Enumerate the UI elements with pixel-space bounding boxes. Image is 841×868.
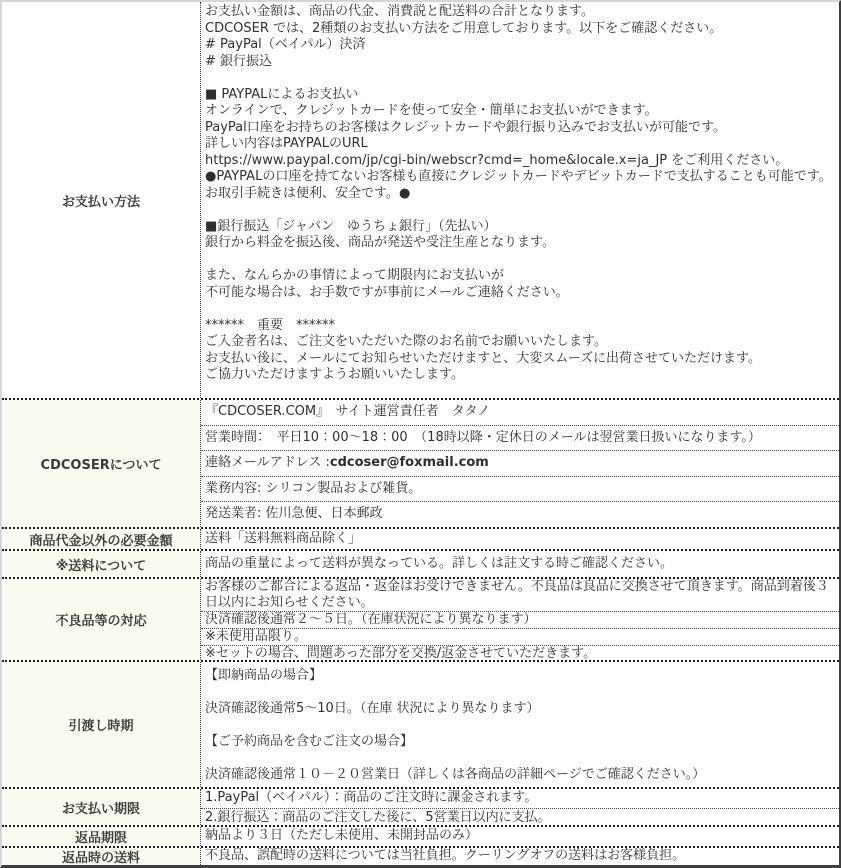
payment-deadline-item: 2.銀行振込：商品のご注文した後に、5営業日以内に支払。 — [201, 808, 839, 826]
row-defect-policy — [2, 577, 839, 660]
text-line: また、なんらかの事情によって期限内にお支払いが — [205, 268, 505, 283]
text-line: 決済確認後通常１０－２０営業日（詳しくは各商品の詳細ページでご確認ください。） — [205, 767, 706, 782]
text-line — [205, 252, 837, 269]
contact-email: cdcoser@foxmail.com — [329, 455, 489, 471]
extra-fee-header: 商品代金以外の必要金額 — [2, 529, 200, 549]
text-line: 【即納商品の場合】 — [205, 668, 323, 683]
text-line: お支払い後に、メールにてお知らせいただけますと、大変スムーズに出荷させていただけます。 — [205, 350, 762, 366]
about-shipping-carrier: 発送業者: 佐川急便、日本郵政 — [201, 501, 839, 527]
row-about — [2, 398, 839, 527]
text-line: ご協力いただけますようお願いいたします。 — [205, 367, 464, 382]
text-line: 不可能な場合は、お手数ですが事前にメールご連絡ください。 — [205, 284, 569, 300]
return-deadline-content: 納品より３日（ただし未使用、未開封品のみ） — [200, 827, 839, 846]
text-line: # 銀行振込 — [205, 53, 273, 69]
text-line — [205, 202, 837, 219]
row-return-deadline — [2, 825, 839, 846]
extra-fee-content: 送料「送料無料商品除く」 — [200, 529, 839, 549]
about-content — [200, 400, 839, 527]
text-line: 銀行から料金を振込後、商品が発送や受注生産となります。 — [205, 235, 555, 250]
shipping-note-content: 商品の重量によって送料が異なっている。詳しくは註文する時ご確認ください。 — [200, 551, 839, 577]
defect-policy-item: ※未使用品限り。 — [201, 628, 839, 645]
delivery-time-header: 引渡し時期 — [2, 662, 200, 787]
text-line: 決済確認後通常5～10日。（在庫 状況により異なります） — [205, 701, 540, 716]
defect-policy-item: ※セットの場合、問題あった部分を交換/返金させていただきます。 — [201, 645, 839, 660]
text-line: ■ PAYPALによるお支払い — [205, 86, 359, 102]
row-return-shipping — [2, 846, 839, 865]
delivery-time-content — [200, 662, 839, 787]
contact-label: 連絡メールアドレス : — [205, 455, 330, 471]
text-line: 詳しい内容はPAYPALのURL — [205, 136, 368, 151]
payment-deadline-content — [200, 789, 839, 825]
shipping-note-header: ※送料について — [2, 551, 200, 577]
about-business-type: 業務内容: シリコン製品および雑貨。 — [201, 476, 839, 502]
return-deadline-header: 返品期限 — [2, 827, 200, 846]
text-line: ●PAYPALの口座を持てないお客様も直接にクレジットカードやデビットカードで支払することも可能です。 — [205, 169, 832, 184]
payment-method-content — [200, 2, 839, 398]
text-line: PayPal口座をお持ちのお客様はクレジットカードや銀行振り込みでお支払いが可能です。 — [205, 119, 726, 135]
defect-policy-content — [200, 579, 839, 660]
text-line — [205, 751, 837, 768]
return-shipping-header: 返品時の送料 — [2, 848, 200, 865]
about-header: CDCOSERについて — [2, 400, 200, 527]
text-line: お取引手続きは便利、安全です。● — [205, 185, 411, 201]
text-line — [205, 301, 837, 318]
text-line: https://www.paypal.com/jp/cgi-bin/webscr?cmd=_home&locale.x=ja_JP をご利用ください。 — [205, 152, 789, 168]
text-line — [205, 70, 837, 87]
text-line: ■銀行振込「ジャパン ゆうちょ銀行」（先払い） — [205, 218, 497, 234]
row-extra-fee — [2, 527, 839, 549]
payment-deadline-header: お支払い期限 — [2, 789, 200, 825]
payment-method-header: お支払い方法 — [2, 2, 200, 398]
text-line: ご入金者名は、ご注文をいただいた際のお名前でお願いいたします。 — [205, 334, 607, 349]
payment-deadline-item: 1.PayPal（ベイパル）：商品のご注文時に課金されます。 — [205, 790, 538, 805]
about-site-operator: 『CDCOSER.COM』 サイト運営責任者 タタノ — [205, 404, 491, 420]
text-line: 【ご予約商品を含むご注文の場合】 — [205, 734, 414, 749]
row-delivery-time — [2, 660, 839, 787]
text-line: # PayPal（ベイパル）決済 — [205, 37, 366, 52]
defect-policy-item: お客様のご都合による返品・返金はお受けできません。不良品は良品に交換させて頂きます。商品到着後３日以内にお知らせください。 — [205, 579, 829, 610]
about-business-hours: 営業時間： 平日10：00～18：00 （18時以降・定休日のメールは翌営業日扱いになります。） — [201, 425, 839, 451]
text-line — [205, 718, 837, 735]
text-line: オンラインで、クレジットカードを使って安全・簡単にお支払いができます。 — [205, 103, 658, 118]
defect-policy-header: 不良品等の対応 — [2, 579, 200, 660]
about-contact — [201, 450, 839, 476]
text-line — [205, 685, 837, 702]
return-shipping-content: 不良品、誤配時の送料については当社負担。クーリングオフの送料はお客様負担。 — [200, 848, 839, 865]
row-payment-method — [2, 2, 839, 398]
text-line: ****** 重要 ****** — [205, 317, 336, 333]
defect-policy-item: 決済確認後通常２～５日。（在庫状況により異なります） — [201, 611, 839, 628]
text-line: CDCOSER では、2種類のお支払い方法をご用意しております。以下をご確認ください。 — [205, 20, 723, 36]
row-payment-deadline — [2, 787, 839, 825]
row-shipping-note — [2, 549, 839, 577]
text-line: お支払い金額は、商品の代金、消費説と配送料の合計となります。 — [205, 4, 594, 19]
